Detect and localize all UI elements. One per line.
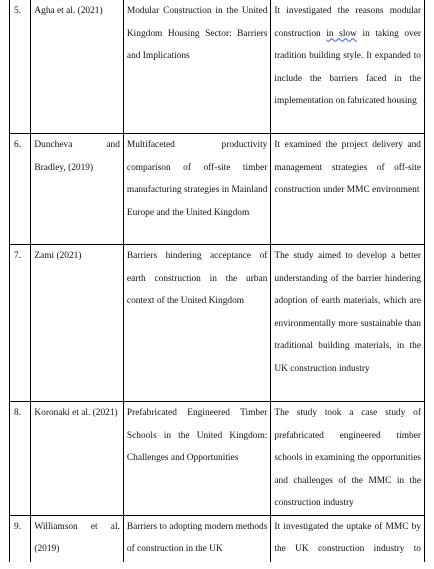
literature-table xyxy=(9,0,425,562)
description-text: It investigated the reasons modular construction xyxy=(274,6,421,39)
row-title: Multifaceted productivity comparison of off-site timber manufacturing strategies in Mainland Europe and the United Kingdom xyxy=(123,134,270,245)
table-row xyxy=(10,515,425,562)
row-description: The study took a case study of prefabricated engineered timber schools in examining the opportunities and challenges of the MMC in the construction industry xyxy=(271,402,425,516)
row-description xyxy=(271,0,425,134)
row-title: Modular Construction in the United Kingdom Housing Sector: Barriers and Implications xyxy=(123,0,270,134)
row-author: Agha et al. (2021) xyxy=(31,0,124,134)
row-description: It investigated the uptake of MMC by the UK construction industry to xyxy=(271,515,425,562)
row-author: Zami (2021) xyxy=(31,245,124,402)
row-description: It examined the project delivery and management strategies of off-site construction under MMC environment xyxy=(271,134,425,245)
row-title: Prefabricated Engineered Timber Schools in the United Kingdom: Challenges and Opportunities xyxy=(123,402,270,516)
row-title: Barriers hindering acceptance of earth construction in the urban context of the United Kingdom xyxy=(123,245,270,402)
row-author: Duncheva and Bradley, (2019) xyxy=(31,134,124,245)
row-number: 7. xyxy=(10,245,31,402)
table-row xyxy=(10,402,425,516)
row-author: Williamson et al. (2019) xyxy=(31,515,124,562)
table-row xyxy=(10,0,425,134)
row-author: Koronaki et al. (2021) xyxy=(31,402,124,516)
row-title: Barriers to adopting modern methods of construction in the UK xyxy=(123,515,270,562)
row-description: The study aimed to develop a better understanding of the barrier hindering adoption of earth materials, which are environmentally more sustainable than traditional building materials, in the UK construction industry xyxy=(271,245,425,402)
row-number: 5. xyxy=(10,0,31,134)
table-row xyxy=(10,245,425,402)
row-number: 8. xyxy=(10,402,31,516)
row-number: 6. xyxy=(10,134,31,245)
description-text: in taking over tradition building style. It expanded to include the barriers faced in the implementation on fabricated housing xyxy=(274,28,421,106)
table-row xyxy=(10,134,425,245)
row-number: 9. xyxy=(10,515,31,562)
spellcheck-flag: in slow xyxy=(326,28,357,39)
